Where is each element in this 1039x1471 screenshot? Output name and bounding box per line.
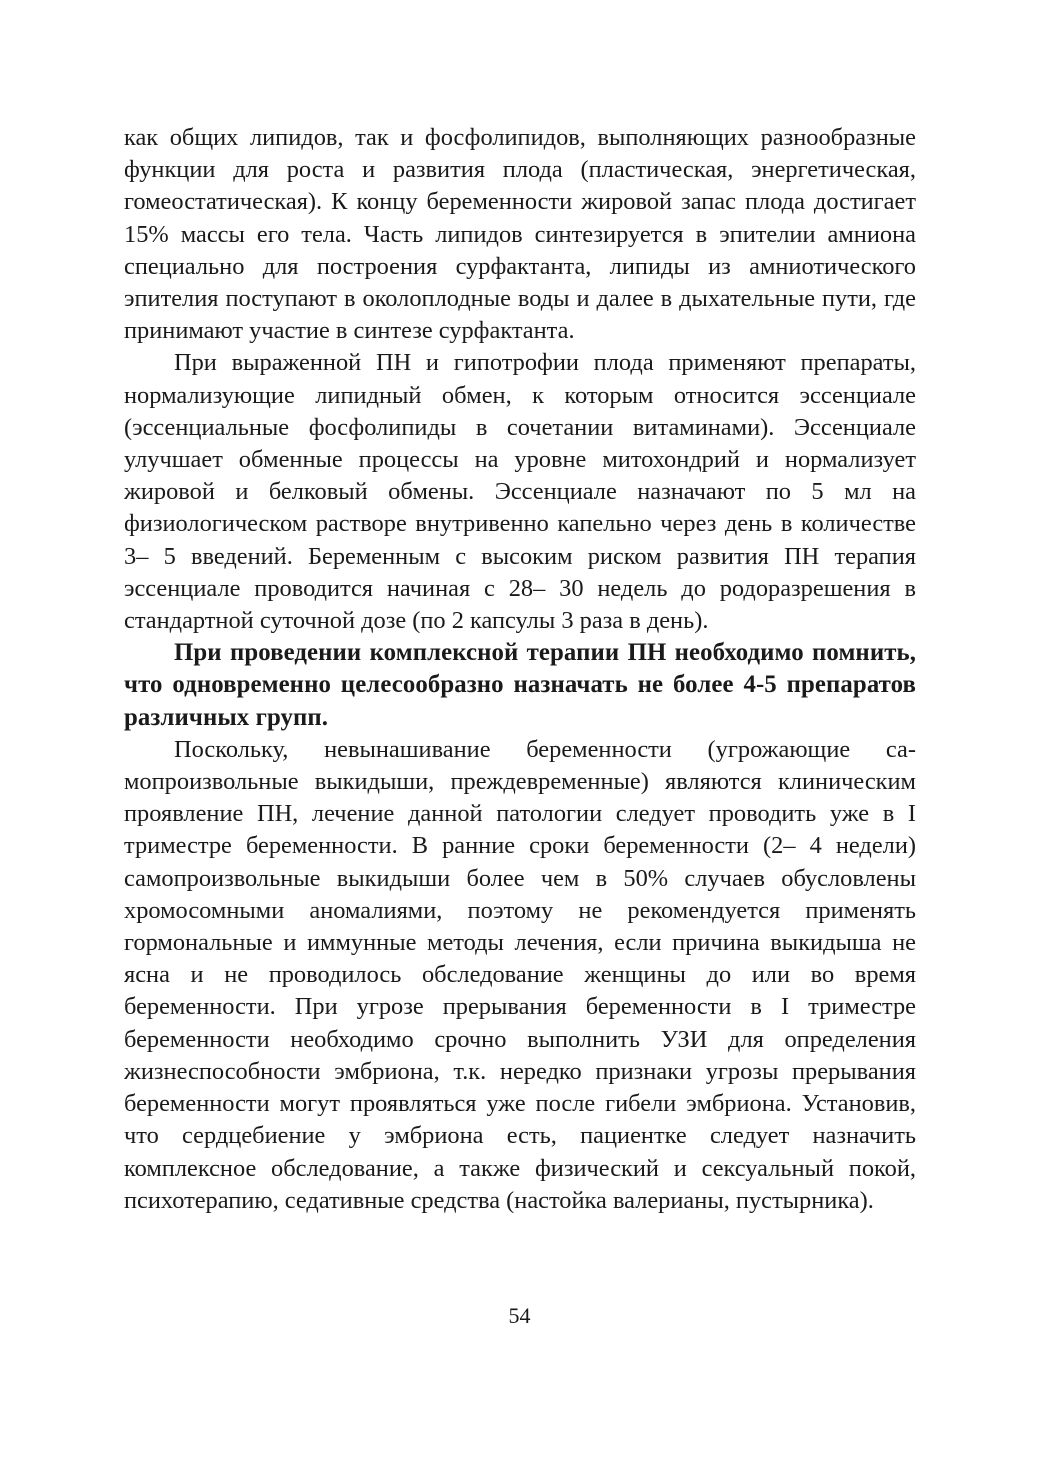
paragraph-therapy-note: При проведении комплексной терапии ПН необходимо помнить, что одновременно целесообразно назначать не более 4-5 препаратов различных групп. [124, 639, 916, 731]
paragraph-essentiale: При выраженной ПН и гипотрофии плода применяют препараты, нормализующие липидный обмен, к которым относится эссенциале (эссенциальные фосфолипиды в сочетании витаминами). Эссенциале улучшает обменные процессы на уровне митохондрий и нормализует жировой и белковый обмены. Эссенциале назначают по 5 мл на физиологическом растворе внутривенно капельно через день в количестве 3– 5 введений. Беременным с высоким риском развития ПН терапия эссенциале проводится начиная с 28– 30 недель до родоразрешения в стандартной суточной дозе (по 2 капсулы 3 раза в день). [124, 349, 916, 635]
page-number: 54 [508, 1303, 531, 1328]
paragraph-miscarriage: Поскольку, невынашивание беременности (угрожающие самопроизвольные выкидыши, преждевременные) являются клиническим проявление ПН, лечение данной патологии следует проводить уже в I триместре беременности. В ранние сроки беременности (2– 4 недели) самопроизвольные выкидыши более чем в 50% случаев обусловлены хромосомными аномалиями, поэтому не рекомендуется применять гормональные и иммунные методы лечения, если причина выкидыша не ясна и не проводилось обследование женщины до или во время беременности. При угрозе прерывания беременности в I триместре беременности необходимо срочно выполнить УЗИ для определения жизнеспособности эмбриона, т.к. нередко признаки угрозы прерывания беременности могут проявляться уже после гибели эмбриона. Установив, что сердцебиение у эмбриона есть, пациентке следует назначить комплексное обследование, а также физический и сексуальный покой, психотерапию, седативные средства (настойка валерианы, пустырника). [124, 735, 916, 1214]
page-body [124, 122, 916, 1217]
paragraph-lipids: как общих липидов, так и фосфолипидов, выполняющих разнообразные функции для роста и развития плода (пластическая, энергетическая, гомеостатическая). К концу беременности жировой запас плода достигает 15% массы его тела. Часть липидов синтезируется в эпителии амниона специально для построения сурфактанта, липиды из амниотического эпителия поступают в околоплодные воды и далее в дыхательные пути, где принимают участие в синтезе сурфактанта. [124, 124, 916, 345]
